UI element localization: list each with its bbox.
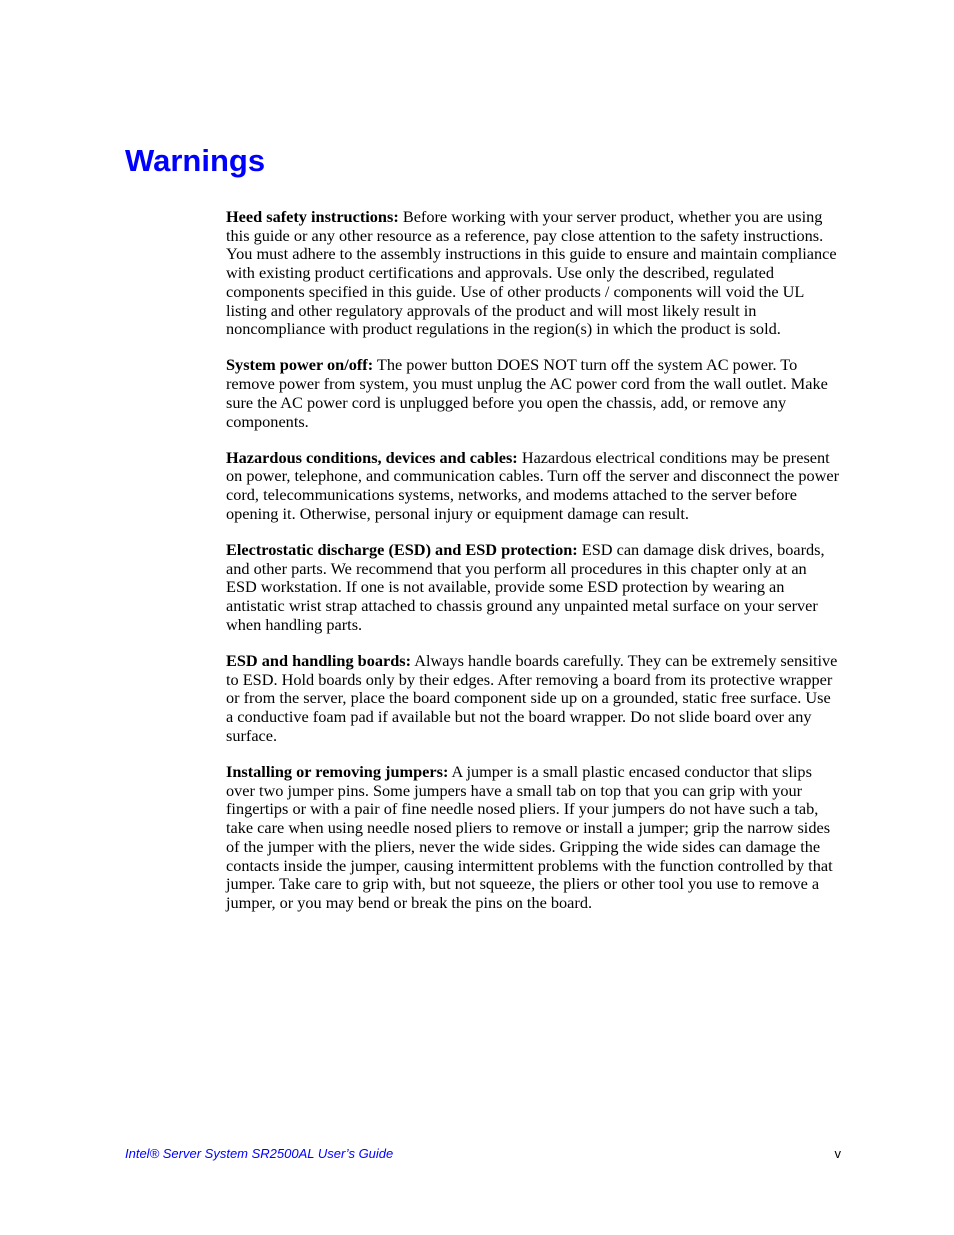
warning-paragraph-safety [226, 208, 840, 339]
page-title: Warnings [125, 143, 266, 178]
warning-text: Hazardous electrical conditions may be present on power, telephone, and communication cables. Turn off the server and disconnect the power cord, telecommunications systems, networks, and modems attached to the server before opening it. Otherwise, personal injury or equipment damage can result. [226, 447, 840, 523]
warning-paragraph-power [226, 356, 840, 431]
warning-paragraph-jumpers [226, 763, 840, 913]
warning-paragraph-boards [226, 652, 840, 746]
warning-paragraph-hazardous [226, 449, 840, 524]
warning-heading: Heed safety instructions: [226, 207, 399, 226]
warning-heading: Hazardous conditions, devices and cables: [226, 447, 518, 467]
warning-text: Before working with your server product, whether you are using this guide or any other resource as a reference, pay close attention to the safety instructions. You must adhere to the assembly instructions in this guide to ensure and maintain compliance with existing product certifications and approvals. Use only the described, regulated components specified in this guide. Use of other products / components will void the UL listing and other regulatory approvals of the product and will most likely result in noncompliance with product regulations in the region(s) in which the product is sold. [226, 207, 837, 339]
warning-heading: ESD and handling boards: [226, 651, 412, 671]
warning-text: The power button DOES NOT turn off the system AC power. To remove power from system, you must unplug the AC power cord from the wall outlet. Make sure the AC power cord is unplugged before you open the chassis, add, or remove any components. [226, 355, 828, 431]
warning-text: A jumper is a small plastic encased conductor that slips over two jumper pins. Some jumpers have a small tab on top that you can grip with your fingertips or with a pair of fine needle nosed pliers. If your jumpers do not have such a tab, take care when using needle nosed pliers to remove or install a jumper; grip the narrow sides of the jumper with the pliers, never the wide sides. Gripping the wide sides can damage the contacts inside the jumper, causing intermittent problems with the function controlled by that jumper. Take care to grip with, but not squeeze, the pliers or other tool you use to remove a jumper, or you may bend or break the pins on the board. [226, 762, 833, 912]
warning-heading: Electrostatic discharge (ESD) and ESD protection: [226, 540, 578, 560]
warning-text: Always handle boards carefully. They can be extremely sensitive to ESD. Hold boards only by their edges. After removing a board from its protective wrapper or from the server, place the board component side up on a grounded, static free surface. Use a conductive foam pad if available but not the board wrapper. Do not slide board over any surface. [226, 651, 838, 745]
warning-heading: System power on/off: [226, 355, 374, 375]
warnings-body [226, 208, 840, 930]
warning-heading: Installing or removing jumpers: [226, 762, 449, 782]
warning-paragraph-esd [226, 541, 840, 635]
footer-page-number: v [834, 1146, 841, 1161]
footer-document-title: Intel® Server System SR2500AL User’s Guide [125, 1146, 394, 1161]
warning-text: ESD can damage disk drives, boards, and other parts. We recommend that you perform all procedures in this chapter only at an ESD workstation. If one is not available, provide some ESD protection by wearing an antistatic wrist strap attached to chassis ground any unpainted metal surface on your server when handling parts. [226, 540, 825, 634]
